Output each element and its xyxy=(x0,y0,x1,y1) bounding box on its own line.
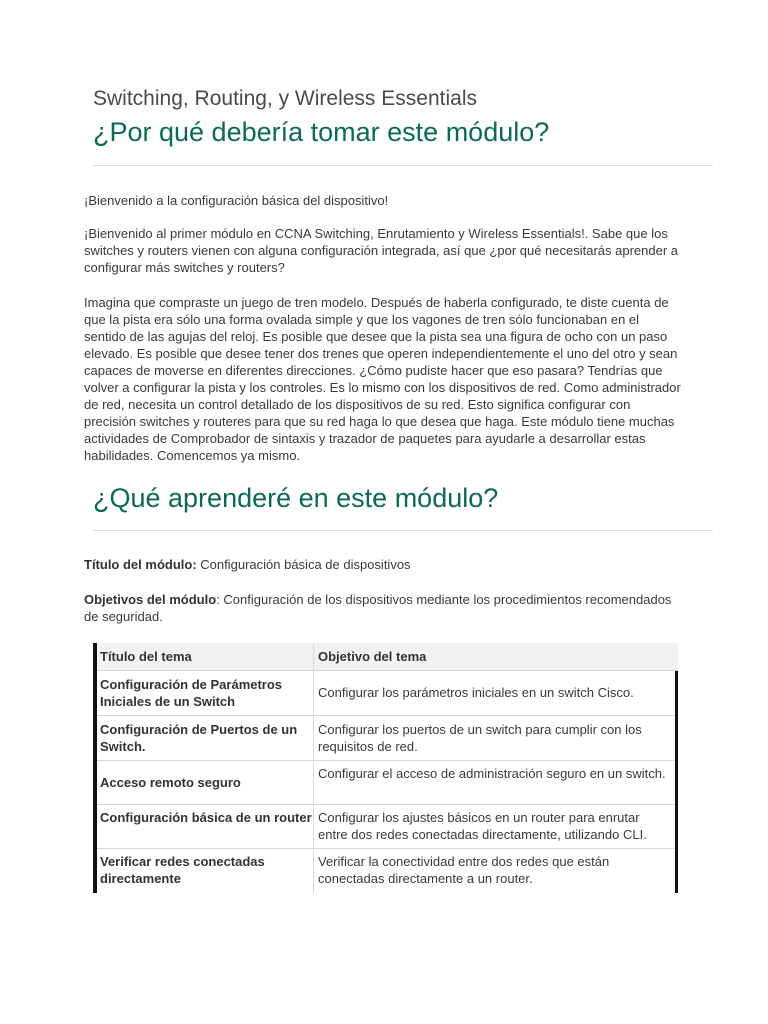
table-row xyxy=(97,849,675,893)
table-row xyxy=(97,761,675,805)
module-title-line xyxy=(84,556,684,573)
story-paragraph: Imagina que compraste un juego de tren modelo. Después de haberla configurado, te diste cuenta de que la pista era sólo una forma ovalada simple y que los vagones de tren sólo funcionaban en el sentido de las agujas del reloj. Es posible que desee que la pista sea una figura de ocho con un paso elevado. Es posible que desee tener dos trenes que operen independientemente el uno del otro y sean capaces de moverse en diferentes direcciones. ¿Cómo pudiste hacer que eso pasara? Tendrías que volver a configurar la pista y los controles. Es lo mismo con los dispositivos de red. Como administrador de red, necesita un control detallado de los dispositivos de su red. Esto significa configurar con precisión switches y routeres para que su red haga lo que desea que haga. Este módulo tiene muchas actividades de Comprobador de sintaxis y trazador de paquetes para ayudarle a desarrollar estas habilidades. Comencemos ya mismo. xyxy=(84,295,681,463)
topic-objective-cell: Configurar los ajustes básicos en un router para enrutar entre dos redes conectadas directamente, utilizando CLI. xyxy=(318,810,647,842)
module-title-label: Título del módulo: xyxy=(84,557,197,572)
course-title: Switching, Routing, y Wireless Essentials xyxy=(93,87,477,110)
section-heading-learn: ¿Qué aprenderé en este módulo? xyxy=(93,483,499,513)
table-row xyxy=(97,805,675,849)
table-header-title: Título del tema xyxy=(100,649,192,664)
table-header-objective: Objetivo del tema xyxy=(318,649,427,664)
table-column-divider xyxy=(313,643,314,893)
topic-objective-cell: Configurar el acceso de administración seguro en un switch. xyxy=(318,766,666,781)
section-divider xyxy=(93,530,713,531)
topic-objective-cell: Configurar los parámetros iniciales en un switch Cisco. xyxy=(318,685,634,700)
topic-title-cell: Verificar redes conectadas directamente xyxy=(100,854,265,886)
intro-paragraph: ¡Bienvenido al primer módulo en CCNA Switching, Enrutamiento y Wireless Essentials!. Sabe que los switches y routers vienen con alguna configuración integrada, así que ¿por qué necesitarás aprender a configurar más switches y routers? xyxy=(84,226,679,275)
topic-title-cell: Acceso remoto seguro xyxy=(100,775,241,790)
topics-table xyxy=(93,643,678,893)
module-title-value: Configuración básica de dispositivos xyxy=(196,557,411,572)
topic-objective-cell: Configurar los puertos de un switch para cumplir con los requisitos de red. xyxy=(318,722,642,754)
welcome-paragraph: ¡Bienvenido a la configuración básica del dispositivo! xyxy=(84,193,389,208)
topic-title-cell: Configuración de Parámetros Iniciales de un Switch xyxy=(100,677,283,709)
table-header xyxy=(97,643,678,671)
table-right-border xyxy=(675,671,678,893)
section-heading-why: ¿Por qué debería tomar este módulo? xyxy=(93,117,550,147)
topic-title-cell: Configuración de Puertos de un Switch. xyxy=(100,722,298,754)
table-row xyxy=(97,671,675,716)
module-objectives-value: : Configuración de los dispositivos mediante los procedimientos recomendados de seguridad. xyxy=(84,592,672,624)
section-divider xyxy=(93,165,713,166)
module-objectives-line xyxy=(84,591,684,625)
topic-objective-cell: Verificar la conectividad entre dos redes que están conectadas directamente a un router. xyxy=(318,854,610,886)
table-row xyxy=(97,716,675,761)
topic-title-cell: Configuración básica de un router xyxy=(100,810,312,825)
table-left-border xyxy=(93,643,97,893)
module-objectives-label: Objetivos del módulo xyxy=(84,592,217,607)
